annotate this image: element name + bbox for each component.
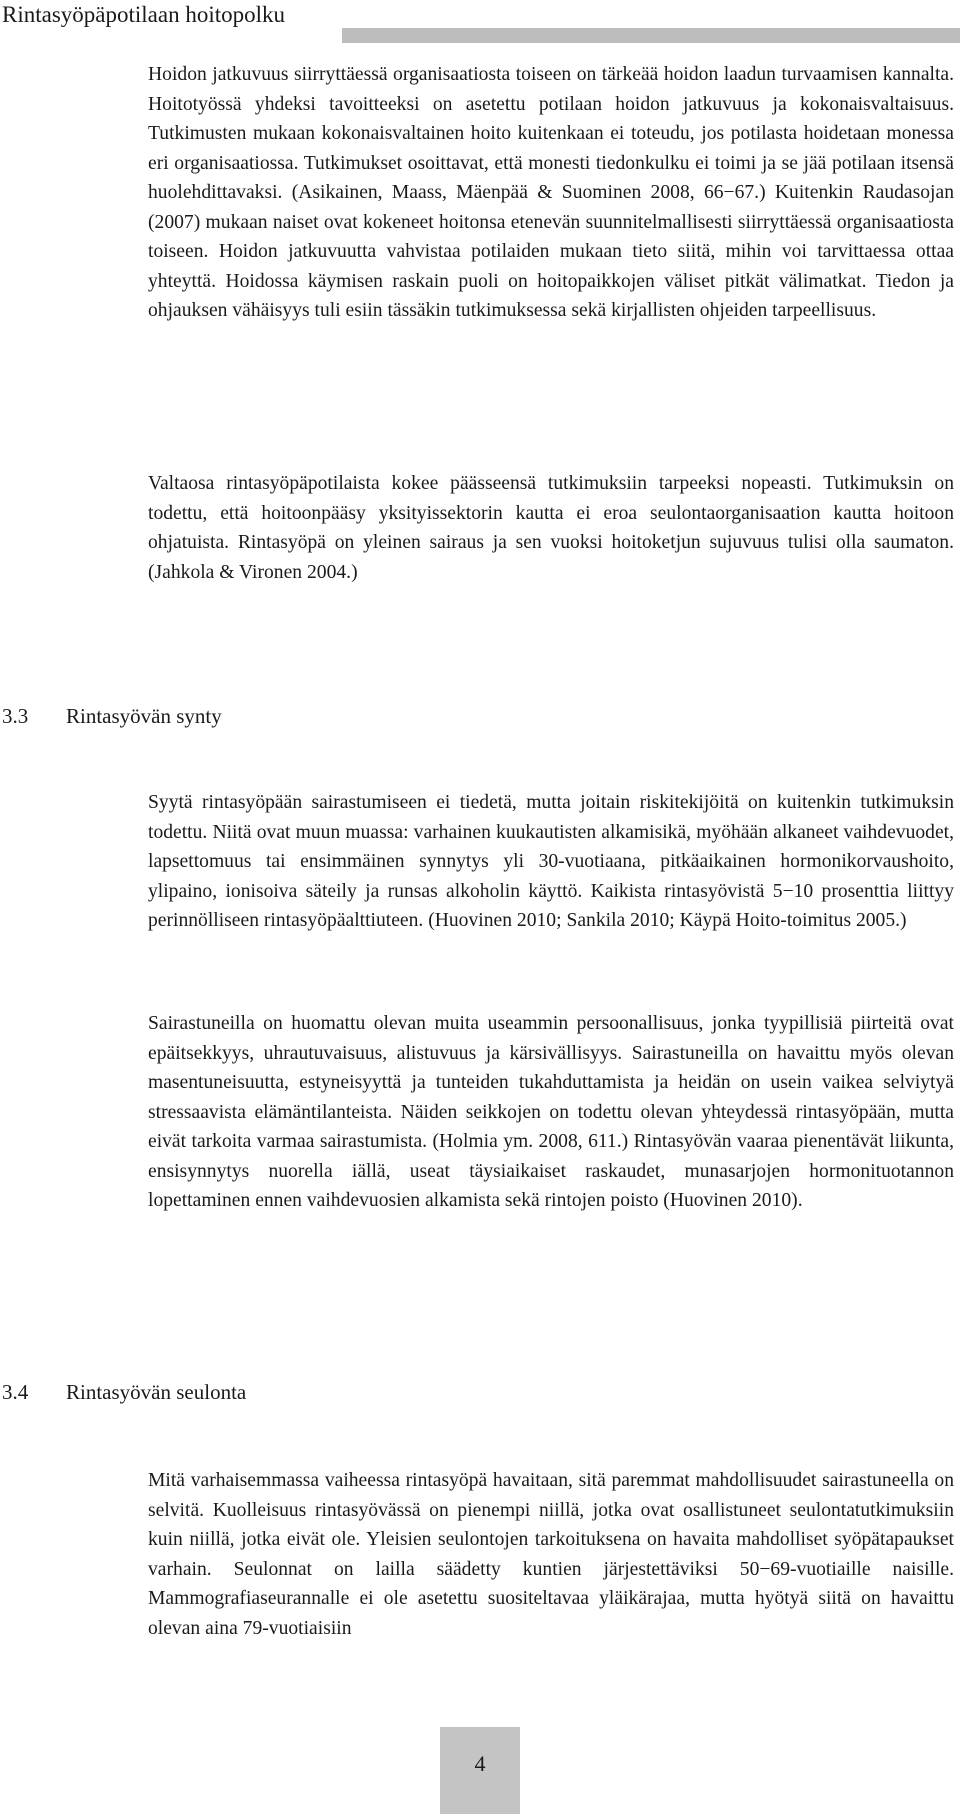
section-number: 3.4 bbox=[2, 1380, 29, 1404]
section-number: 3.3 bbox=[2, 704, 29, 728]
paragraph-personality-factors: Sairastuneilla on huomattu olevan muita useammin persoonallisuus, jonka tyypillisiä piirteitä ovat epäitsekkyys, uhrautuvaisuus, alistuvuus ja kärsivällisyys. Sairastuneilla on havaittu myös olevan masentuneisuutta, estyneisyyttä ja tunteiden tukahduttamista ja heidän on usein vaikea selviytyä stressaavista elämäntilanteista. Näiden seikkojen on todettu olevan yhteydessä rintasyöpään, mutta eivät tarkoita varmaa sairastumista. (Holmia ym. 2008, 611.) Rintasyövän vaaraa pienentävät liikunta, ensisynnytys nuorella iällä, useat täysiaikaiset raskaudet, munasarjojen hormonituotannon lopettaminen ennen vaihdevuosien alkamista sekä rintojen poisto (Huovinen 2010). bbox=[148, 1013, 954, 1211]
paragraph-access-to-care: Valtaosa rintasyöpäpotilaista kokee päässeensä tutkimuksiin tarpeeksi nopeasti. Tutkimuksin on todettu, että hoitoonpääsy yksityissektorin kautta ei eroa seulontaorganisaation kautta hoitoon ohjatuista. Rintasyöpä on yleinen sairaus ja sen vuoksi hoitoketjun sujuvuus tulisi olla saumaton. (Jahkola & Vironen 2004.) bbox=[148, 473, 954, 583]
page-number: 4 bbox=[474, 1751, 486, 1776]
paragraph-screening: Mitä varhaisemmassa vaiheessa rintasyöpä havaitaan, sitä paremmat mahdollisuudet sairastuneella on selvitä. Kuolleisuus rintasyövässä on pienempi niillä, jotka ovat osallistuneet seulontatutkimuksiin kuin niillä, jotka eivät ole. Yleisien seulontojen tarkoituksena on havaita mahdolliset syöpätapaukset varhain. Seulonnat on lailla säädetty kuntien järjestettäviksi 50−69-vuotiaille naisille. Mammografiaseurannalle ei ole asetettu suositeltavaa yläikärajaa, mutta hyötyä siitä on havaittu olevan aina 79-vuotiaisiin bbox=[148, 1470, 954, 1639]
running-header bbox=[0, 0, 960, 30]
header-bar-gap bbox=[0, 28, 342, 43]
section-title: Rintasyövän seulonta bbox=[66, 1380, 247, 1404]
section-heading-3-3 bbox=[2, 701, 222, 731]
running-header-title: Rintasyöpäpotilaan hoitopolku bbox=[2, 2, 295, 28]
section-heading-3-4 bbox=[2, 1377, 246, 1407]
paragraph-care-continuity: Hoidon jatkuvuus siirryttäessä organisaatiosta toiseen on tärkeää hoidon laadun turvaamisen kannalta. Hoitotyössä yhdeksi tavoitteeksi on asetettu potilaan hoidon jatkuvuus ja kokonaisvaltaisuus. Tutkimusten mukaan kokonaisvaltainen hoito kuitenkaan ei toteudu, jos potilasta hoidetaan monessa eri organisaatiossa. Tutkimukset osoittavat, että monesti tiedonkulku ei toimi ja se jää potilaan itsensä huolehdittavaksi. (Asikainen, Maass, Mäenpää & Suominen 2008, 66−67.) Kuitenkin Raudasojan (2007) mukaan naiset ovat kokeneet hoitonsa etenevän suunnitelmallisesti siirryttäessä organisaatiosta toiseen. Hoidon jatkuvuutta vahvistaa potilaiden mukaan tieto siitä, mihin voi tarvittaessa ottaa yhteyttä. Hoidossa käymisen raskain puoli on hoitopaikkojen väliset pitkät välimatkat. Tiedon ja ohjauksen vähäisyys tuli esiin tässäkin tutkimuksessa sekä kirjallisten ohjeiden tarpeellisuus. bbox=[148, 64, 954, 321]
section-title: Rintasyövän synty bbox=[66, 704, 222, 728]
paragraph-risk-factors: Syytä rintasyöpään sairastumiseen ei tiedetä, mutta joitain riskitekijöitä on kuitenkin tutkimuksin todettu. Niitä ovat muun muassa: varhainen kuukautisten alkamisikä, myöhään alkaneet vaihdevuodet, lapsettomuus tai ensimmäinen synnytys yli 30-vuotiaana, pitkäaikainen hormonikorvaushoito, ylipaino, ionisoiva säteily ja runsas alkoholin käyttö. Kaikista rintasyövistä 5−10 prosenttia liittyy perinnölliseen rintasyöpäalttiuteen. (Huovinen 2010; Sankila 2010; Käypä Hoito-toimitus 2005.) bbox=[148, 792, 954, 931]
page-number-box bbox=[440, 1727, 520, 1814]
